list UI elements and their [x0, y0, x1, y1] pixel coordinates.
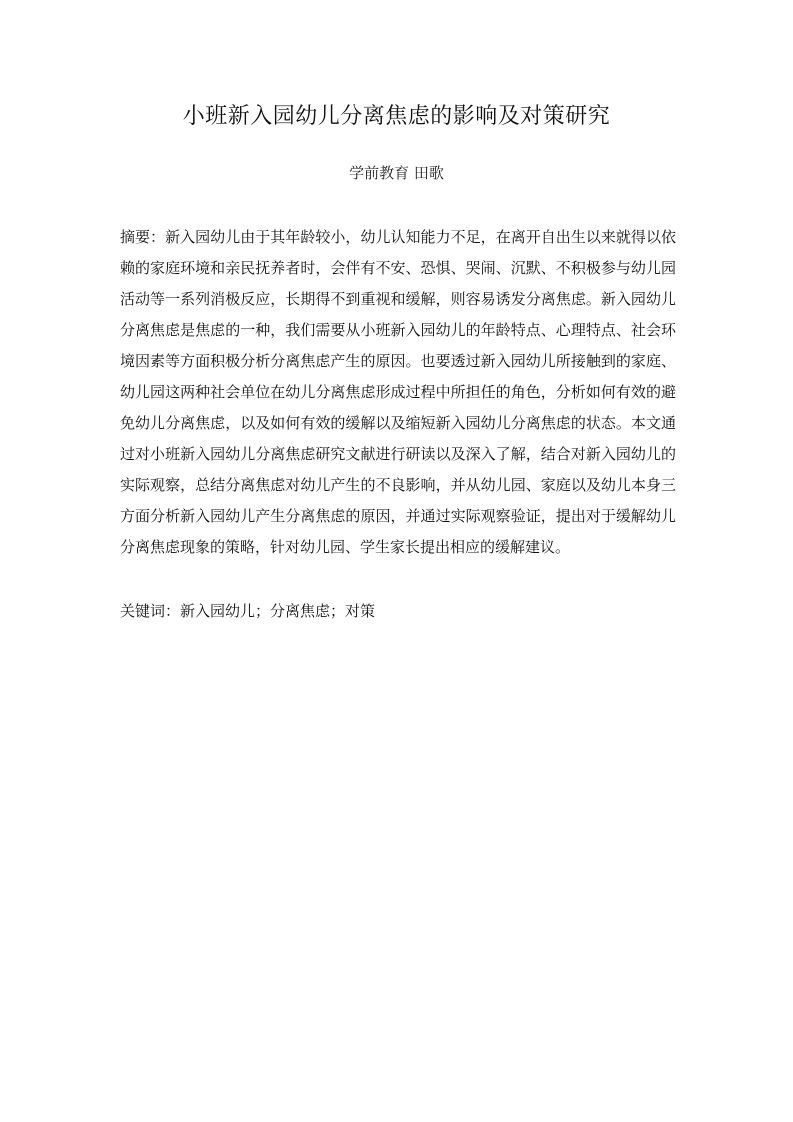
keywords-label: 关键词：	[120, 602, 181, 620]
keywords-line	[120, 596, 676, 627]
abstract-paragraph	[120, 222, 676, 563]
document-title: 小班新入园幼儿分离焦虑的影响及对策研究	[182, 104, 611, 129]
author-byline: 学前教育 田歌	[349, 164, 444, 182]
keywords-text: 新入园幼儿；分离焦虑；对策	[180, 602, 376, 620]
abstract-label: 摘要：	[120, 228, 166, 246]
abstract-text: 新入园幼儿由于其年龄较小，幼儿认知能力不足，在离开自出生以来就得以依赖的家庭环境和亲民抚养者时，会伴有不安、恐惧、哭闹、沉默、不积极参与幼儿园活动等一系列消极反应，长期得不到重视和缓解，则容易诱发分离焦虑。新入园幼儿分离焦虑是焦虑的一种，我们需要从小班新入园幼儿的年龄特点、心理特点、社会环境因素等方面积极分析分离焦虑产生的原因。也要透过新入园幼儿所接触到的家庭、幼儿园这两种社会单位在幼儿分离焦虑形成过程中所担任的角色，分析如何有效的避免幼儿分离焦虑，以及如何有效的缓解以及缩短新入园幼儿分离焦虑的状态。本文通过对小班新入园幼儿分离焦虑研究文献进行研读以及深入了解，结合对新入园幼儿的实际观察，总结分离焦虑对幼儿产生的不良影响，并从幼儿园、家庭以及幼儿本身三方面分析新入园幼儿产生分离焦虑的原因，并通过实际观察验证，提出对于缓解幼儿分离焦虑现象的策略，针对幼儿园、学生家长提出相应的缓解建议。	[120, 228, 676, 556]
